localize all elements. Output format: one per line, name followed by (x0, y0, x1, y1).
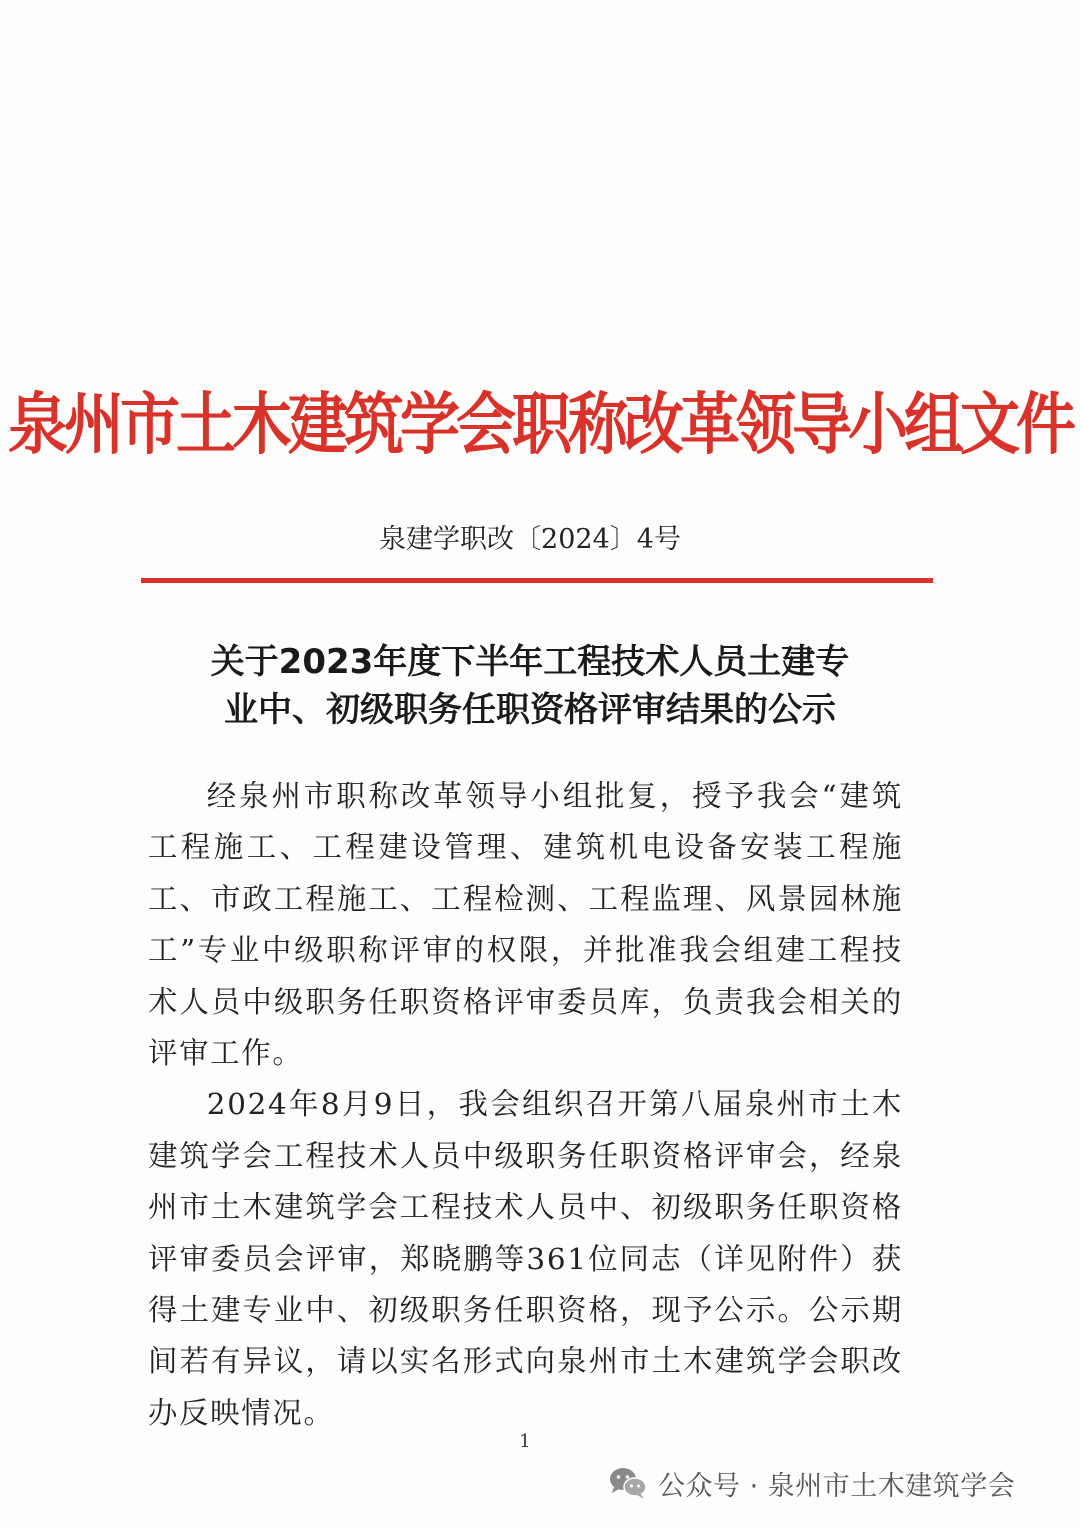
body-paragraph-2: 2024年8月9日，我会组织召开第八届泉州市土木建筑学会工程技术人员中级职务任职资格评审会，经泉州市土木建筑学会工程技术人员中、初级职务任职资格评审委员会评审，郑晓鹏等361位同志（详见附件）获得土建专业中、初级职务任职资格，现予公示。公示期间若有异议，请以实名形式向泉州市土木建筑学会职改办反映情况。 (148, 1087, 903, 1430)
watermark-text: 公众号 · 泉州市土木建筑学会 (658, 1470, 1016, 1502)
notice-body (148, 771, 903, 1439)
notice-title-line-2: 业中、初级职务任职资格评审结果的公示 (224, 690, 836, 730)
body-paragraph-1: 经泉州市职称改革领导小组批复，授予我会“建筑工程施工、工程建设管理、建筑机电设备安装工程施工、市政工程施工、工程检测、工程监理、风景园林施工”专业中级职称评审的权限，并批准我会组建工程技术人员中级职务任职资格评审委员库，负责我会相关的评审工作。 (148, 779, 903, 1071)
notice-title (150, 638, 910, 734)
red-divider-line (141, 578, 933, 583)
notice-title-line-1: 关于2023年度下半年工程技术人员土建专 (210, 642, 850, 682)
wechat-icon (608, 1466, 648, 1500)
page-number: 1 (519, 1431, 531, 1452)
letterhead-title: 泉州市土木建筑学会职称改革领导小组文件 (8, 385, 1072, 465)
wechat-watermark (608, 1460, 1015, 1506)
document-number: 泉建学职改〔2024〕4号 (379, 524, 681, 555)
